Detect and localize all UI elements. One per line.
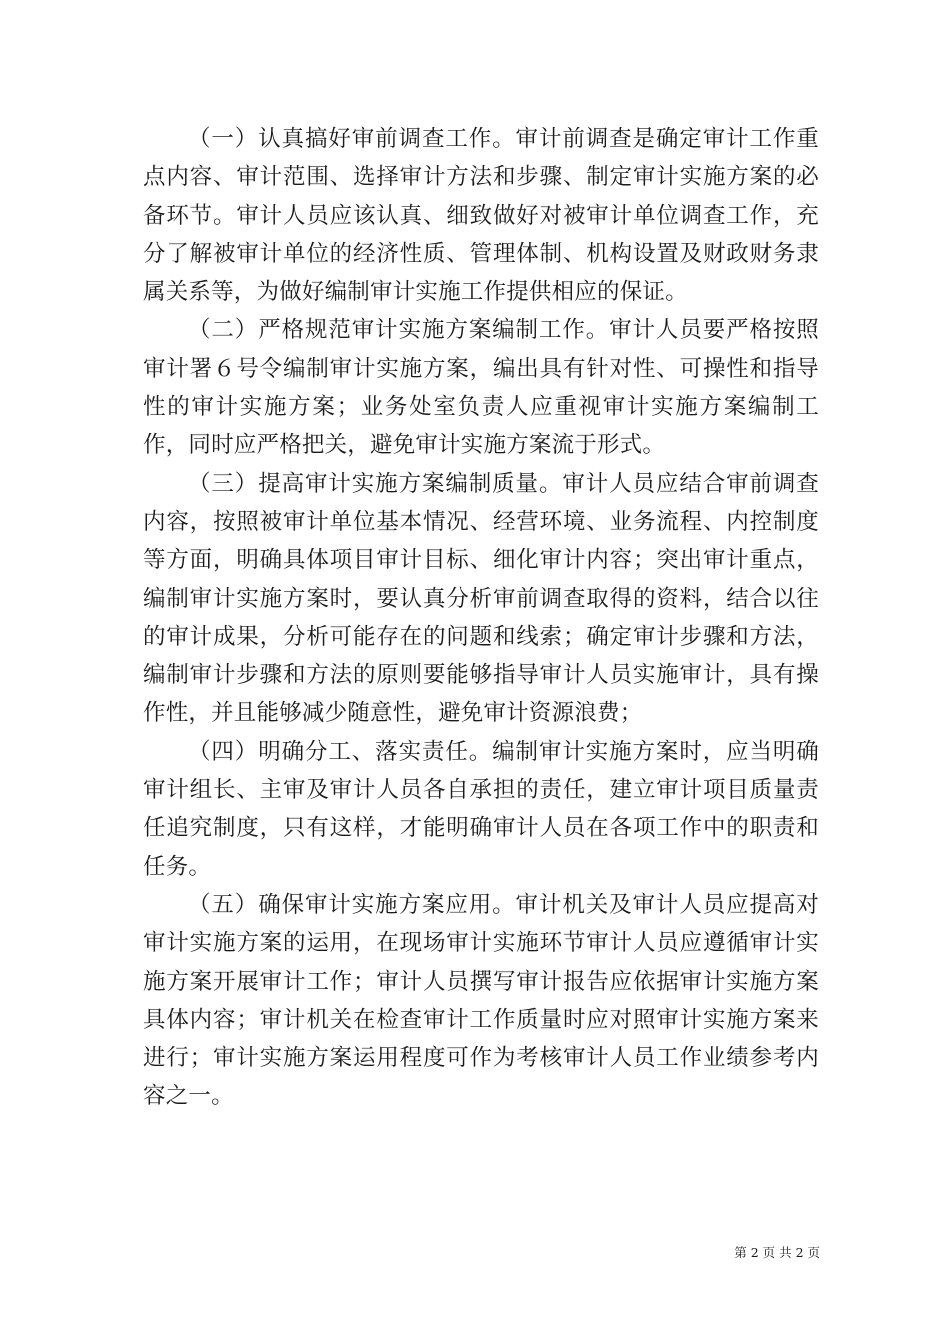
paragraph-2: （二）严格规范审计实施方案编制工作。审计人员要严格按照审计署６号令编制审计实施方案，编出具有针对性、可操性和指导性的审计实施方案；业务处室负责人应重视审计实施方案编制工作，同时应严格把关，避免审计实施方案流于形式。 — [143, 317, 819, 459]
paragraph-3: （三）提高审计实施方案编制质量。审计人员应结合审前调查内容，按照被审计单位基本情况、经营环境、业务流程、内控制度等方面，明确具体项目审计目标、细化审计内容；突出审计重点，编制审计实施方案时，要认真分析审前调查取得的资料，结合以往的审计成果，分析可能存在的问题和线索；确定审计步骤和方法，编制审计步骤和方法的原则要能够指导审计人员实施审计，具有操作性，并且能够减少随意性，避免审计资源浪费； — [143, 470, 819, 727]
page-number-footer: 第 2 页 共 2 页 — [734, 1245, 820, 1260]
document-body — [143, 120, 819, 1116]
paragraph-1: （一）认真搞好审前调查工作。审计前调查是确定审计工作重点内容、审计范围、选择审计方法和步骤、制定审计实施方案的必备环节。审计人员应该认真、细致做好对被审计单位调查工作，充分了解被审计单位的经济性质、管理体制、机构设置及财政财务隶属关系等，为做好编制审计实施工作提供相应的保证。 — [143, 126, 819, 306]
paragraph-4: （四）明确分工、落实责任。编制审计实施方案时，应当明确审计组长、主审及审计人员各自承担的责任，建立审计项目质量责任追究制度，只有这样，才能明确审计人员在各项工作中的职责和任务。 — [143, 738, 819, 880]
paragraph-5: （五）确保审计实施方案应用。审计机关及审计人员应提高对审计实施方案的运用，在现场审计实施环节审计人员应遵循审计实施方案开展审计工作；审计人员撰写审计报告应依据审计实施方案具体内容；审计机关在检查审计工作质量时应对照审计实施方案来进行；审计实施方案运用程度可作为考核审计人员工作业绩参考内容之一。 — [143, 891, 819, 1110]
